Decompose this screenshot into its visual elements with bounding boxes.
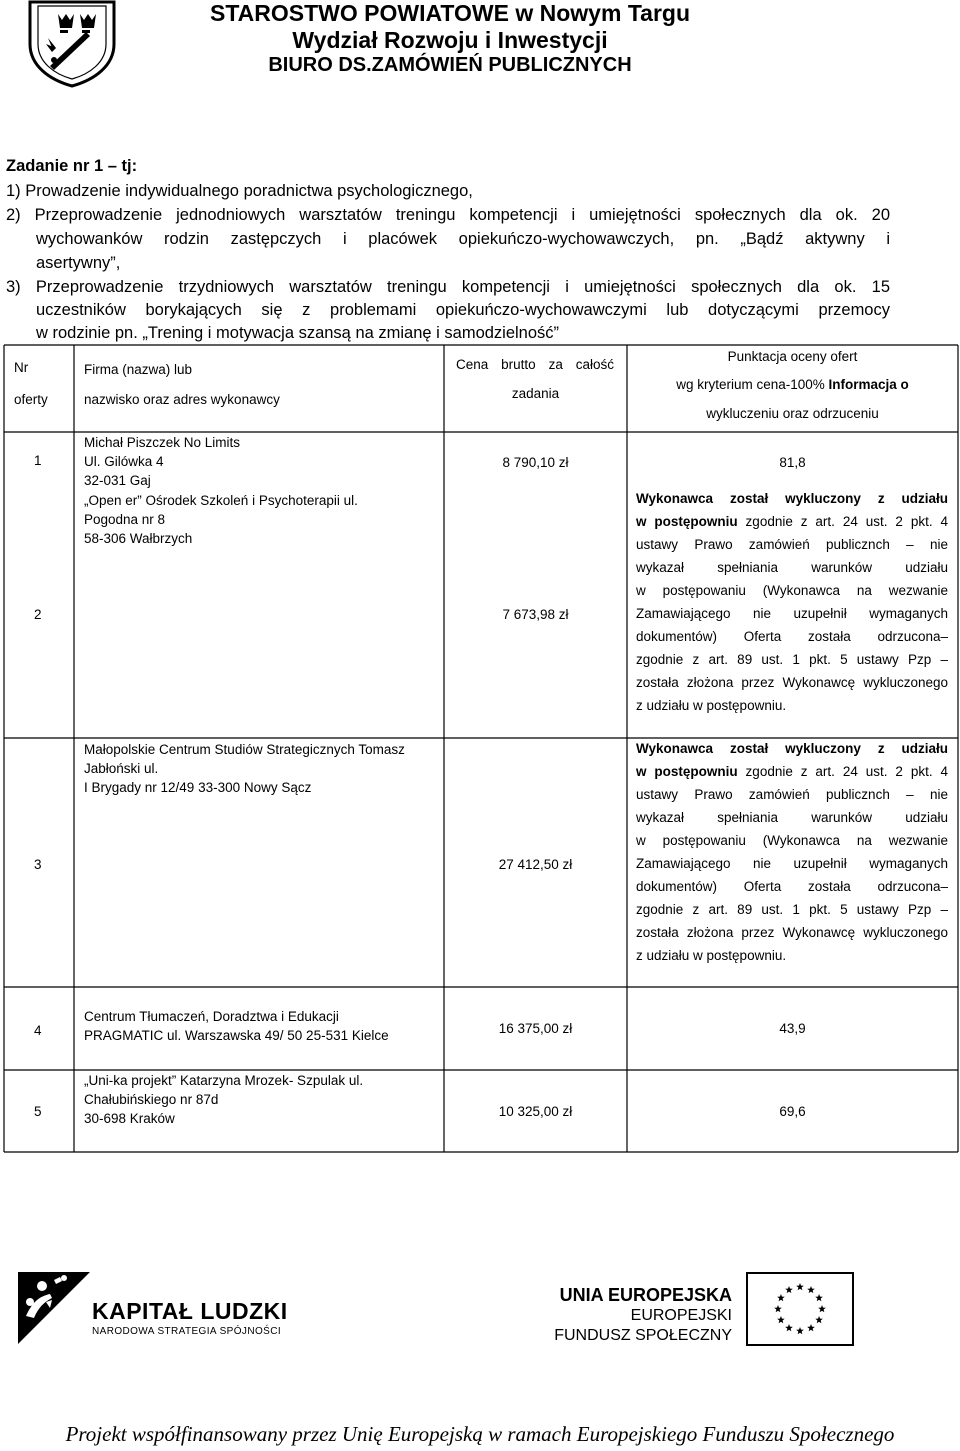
eu-fund-line2: FUNDUSZ SPOŁECZNY xyxy=(554,1327,732,1344)
eu-title: UNIA EUROPEJSKA xyxy=(559,1285,732,1305)
col-header-criterion xyxy=(627,375,958,394)
row2-info-line7: dokumentów) Oferta została odrzucona– xyxy=(636,629,948,644)
row5-firm-street: Chałubińskiego nr 87d xyxy=(84,1092,219,1107)
row2-price: 7 673,98 zł xyxy=(502,607,569,622)
row2-info-line6: Zamawiającego nie uzupełnił wymaganych xyxy=(636,606,948,621)
eu-flag-icon xyxy=(746,1272,854,1346)
row3-info-line5: w postępowaniu (Wykonawca na wezwanie xyxy=(636,833,948,848)
col-header-score: Punktacja oceny ofert xyxy=(727,349,858,364)
row3-info-line2 xyxy=(636,760,948,783)
task-item-3-line3: w rodzinie pn. „Trening i motywacja szansą na zmianę i samodzielność” xyxy=(36,324,560,342)
row4-nr: 4 xyxy=(34,1023,42,1038)
task-item-3-line2: uczestników borykających się z problemami opiekuńczo-wychowawczymi lub dotyczącymi przemocy xyxy=(36,301,890,319)
row2-info-line4: wykazał spełniania warunków udziału xyxy=(636,560,948,575)
row2-firm-name: „Open er” Ośrodek Szkoleń i Psychoterapii ul. xyxy=(84,493,358,508)
row1-price: 8 790,10 zł xyxy=(502,455,569,470)
row5-firm-city: 30-698 Kraków xyxy=(84,1111,175,1126)
row3-info-line9: została złożona przez Wykonawcę wykluczonego xyxy=(636,925,948,940)
col-header-address: nazwisko oraz adres wykonawcy xyxy=(84,392,280,407)
col-header-firm: Firma (nazwa) lub xyxy=(84,362,193,377)
col-header-price-2: zadania xyxy=(511,386,560,401)
task-item-2-line2: wychowanków rodzin zastępczych i placówek opiekuńczo-wychowawczych, pn. „Bądź aktywny i xyxy=(36,230,890,248)
task-item-2-line3: asertywny”, xyxy=(36,254,121,272)
row3-info-line8: zgodnie z art. 89 ust. 1 pkt. 5 ustawy Pzp – xyxy=(636,902,948,917)
row3-firm-city: I Brygady nr 12/49 33-300 Nowy Sącz xyxy=(84,780,312,795)
row2-info-line9: została złożona przez Wykonawcę wykluczonego xyxy=(636,675,948,690)
row2-info-line1: Wykonawca został wykluczony z udziału xyxy=(636,491,948,506)
row2-info-line5: w postępowaniu (Wykonawca na wezwanie xyxy=(636,583,948,598)
row2-info-line2 xyxy=(636,510,948,533)
col-header-offer: oferty xyxy=(14,392,48,407)
row4-score: 43,9 xyxy=(779,1021,806,1036)
row1-nr: 1 xyxy=(34,453,42,468)
col-header-price: Cena brutto za całość xyxy=(456,357,614,372)
row2-info-line10: z udziału w postępowniu. xyxy=(636,698,787,713)
row5-nr: 5 xyxy=(34,1104,42,1119)
row2-firm-street: Pogodna nr 8 xyxy=(84,512,166,527)
row4-firm-address: PRAGMATIC ul. Warszawska 49/ 50 25-531 Kielce xyxy=(84,1028,389,1043)
row2-nr: 2 xyxy=(34,607,42,622)
row3-info-bold: w postępowniu xyxy=(636,764,738,779)
row3-firm-name: Małopolskie Centrum Studiów Strategicznych Tomasz xyxy=(84,742,405,757)
row3-firm-street: Jabłoński ul. xyxy=(84,761,159,776)
info-text: Informacja o xyxy=(828,377,909,392)
task-item-1: 1) Prowadzenie indywidualnego poradnictwa psychologicznego, xyxy=(6,182,473,200)
row1-firm-street: Ul. Gilówka 4 xyxy=(84,454,164,469)
col-header-nr: Nr xyxy=(14,360,29,375)
task-title: Zadanie nr 1 – tj: xyxy=(6,157,138,175)
department-name: Wydział Rozwoju i Inwestycji xyxy=(292,27,608,53)
row2-exclusion-info xyxy=(636,487,948,717)
row4-firm-name: Centrum Tłumaczeń, Doradztwa i Edukacji xyxy=(84,1009,339,1024)
row2-info-line3: ustawy Prawo zamówień publicznch – nie xyxy=(636,537,948,552)
row5-price: 10 325,00 zł xyxy=(498,1104,573,1119)
row1-score: 81,8 xyxy=(779,455,806,470)
row1-firm-name: Michał Piszczek No Limits xyxy=(84,435,241,450)
eu-fund-line1: EUROPEJSKI xyxy=(630,1307,732,1324)
criterion-text: wg kryterium cena-100% xyxy=(676,377,829,392)
kapital-ludzki-emblem xyxy=(18,1272,90,1344)
row3-info-rest: zgodnie z art. 24 ust. 2 pkt. 4 xyxy=(737,764,948,779)
row3-info-line10: z udziału w postępowniu. xyxy=(636,948,787,963)
task-item-2-line1: 2) Przeprowadzenie jednodniowych warsztatów treningu kompetencji i umiejętności społecznych dla ok. 20 xyxy=(6,206,890,224)
row3-info-line1: Wykonawca został wykluczony z udziału xyxy=(636,741,948,756)
row4-price: 16 375,00 zł xyxy=(498,1021,573,1036)
row2-info-bold: w postępowniu xyxy=(636,514,738,529)
kapital-ludzki-title: KAPITAŁ LUDZKI xyxy=(92,1298,288,1324)
row5-score: 69,6 xyxy=(779,1104,806,1119)
row5-firm-name: „Uni-ka projekt” Katarzyna Mrozek- Szpulak ul. xyxy=(84,1073,364,1088)
row2-firm-city: 58-306 Wałbrzych xyxy=(84,531,193,546)
row2-info-rest: zgodnie z art. 24 ust. 2 pkt. 4 xyxy=(737,514,948,529)
row3-info-line3: ustawy Prawo zamówień publicznch – nie xyxy=(636,787,948,802)
row3-exclusion-info xyxy=(636,737,948,967)
row3-info-line6: Zamawiającego nie uzupełnił wymaganych xyxy=(636,856,948,871)
row3-info-line4: wykazał spełniania warunków udziału xyxy=(636,810,948,825)
row3-nr: 3 xyxy=(34,857,42,872)
row3-info-line7: dokumentów) Oferta została odrzucona– xyxy=(636,879,948,894)
bureau-name: BIURO DS.ZAMÓWIEŃ PUBLICZNYCH xyxy=(268,54,632,76)
row2-info-line8: zgodnie z art. 89 ust. 1 pkt. 5 ustawy Pzp – xyxy=(636,652,948,667)
row1-firm-city: 32-031 Gaj xyxy=(84,473,151,488)
row3-price: 27 412,50 zł xyxy=(498,857,573,872)
office-name: STAROSTWO POWIATOWE w Nowym Targu xyxy=(209,0,690,26)
col-header-exclusion: wykluczeniu oraz odrzuceniu xyxy=(706,406,879,421)
kapital-ludzki-subtitle: NARODOWA STRATEGIA SPÓJNOŚCI xyxy=(92,1326,282,1337)
task-item-3-line1: 3) Przeprowadzenie trzydniowych warsztatów treningu kompetencji i umiejętności społecznych dla ok. 15 xyxy=(6,278,890,296)
footer-text: Projekt współfinansowany przez Unię Europejską w ramach Europejskiego Funduszu Społecznego xyxy=(65,1422,895,1446)
